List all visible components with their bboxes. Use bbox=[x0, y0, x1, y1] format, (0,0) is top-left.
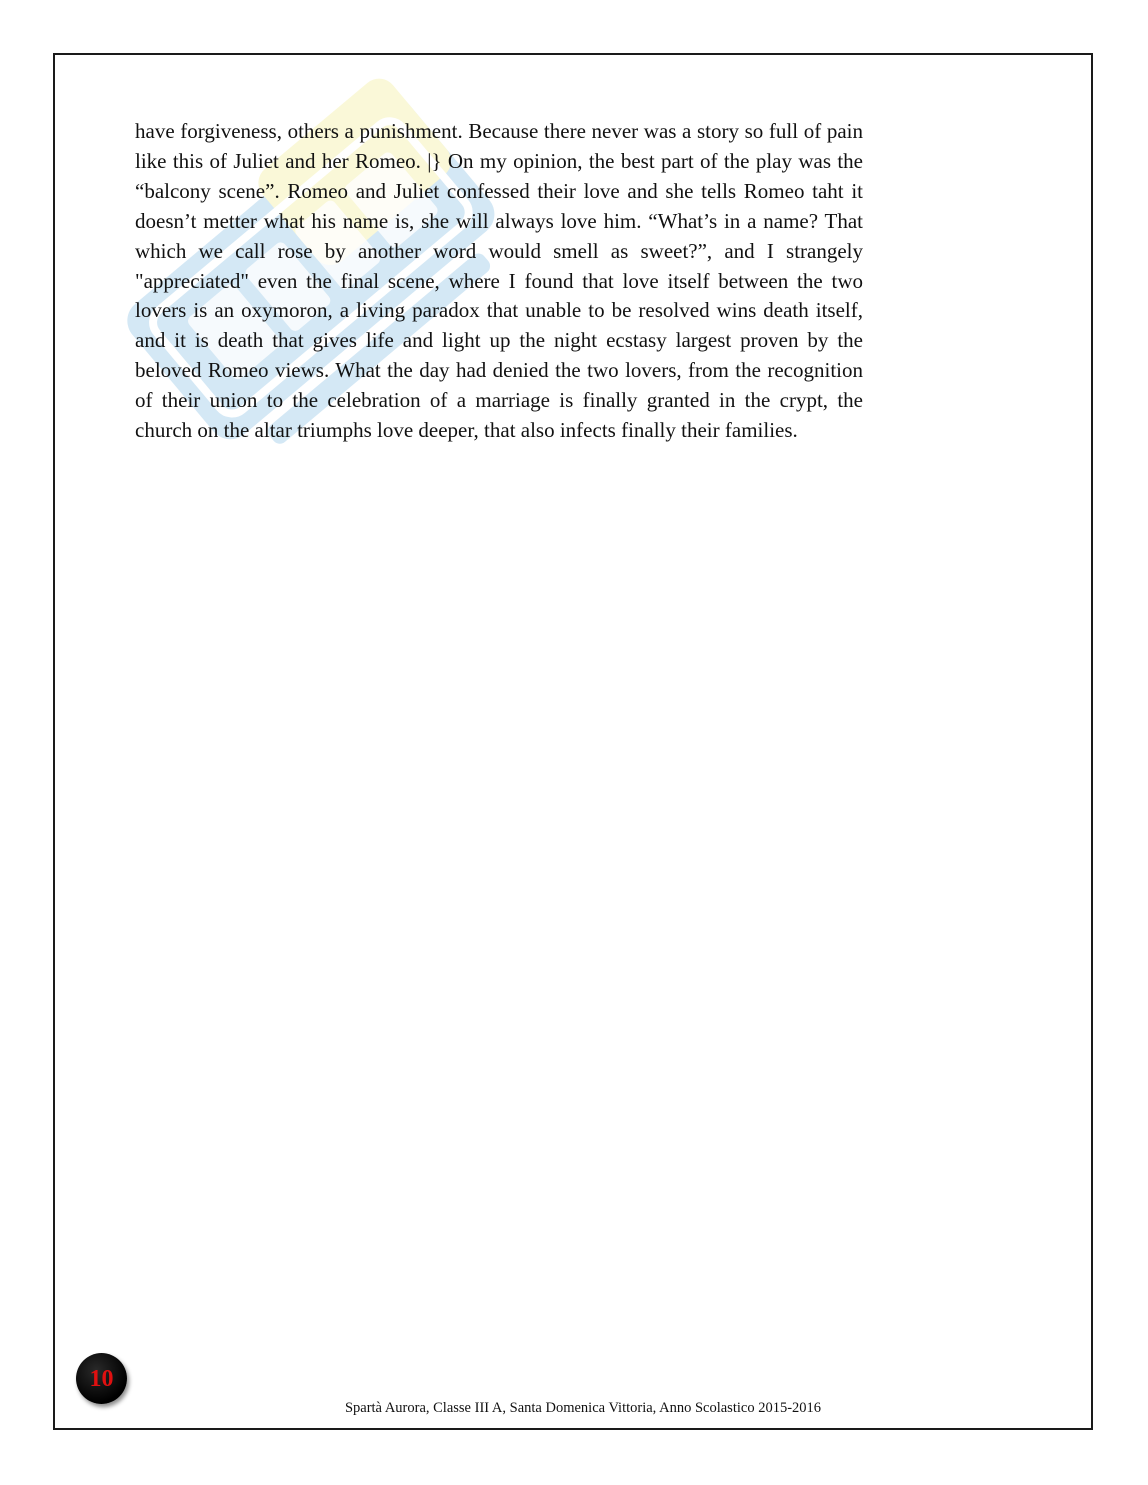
body-paragraph: have forgiveness, others a punishment. Because there never was a story so full of pain like this of Juliet and her Romeo. |} On my opinion, the best part of the play was the “balcony scene”. Romeo and Juliet confessed their love and she tells Romeo taht it doesn’t metter what his name is, she will always love him. “What’s in a name? That which we call rose by another word would smell as sweet?”, and I strangely "appreciated" even the final scene, where I found that love itself between the two lovers is an oxymoron, a living paradox that unable to be resolved wins death itself, and it is death that gives life and light up the night ecstasy largest proven by the beloved Romeo views. What the day had denied the two lovers, from the recognition of their union to the celebration of a marriage is finally granted in the crypt, the church on the altar triumphs love deeper, that also infects finally their families. bbox=[135, 119, 863, 443]
page-number: 10 bbox=[89, 1365, 114, 1392]
footer-caption: Spartà Aurora, Classe III A, Santa Domenica Vittoria, Anno Scolastico 2015-2016 bbox=[344, 1400, 822, 1416]
page-number-badge bbox=[76, 1353, 127, 1404]
